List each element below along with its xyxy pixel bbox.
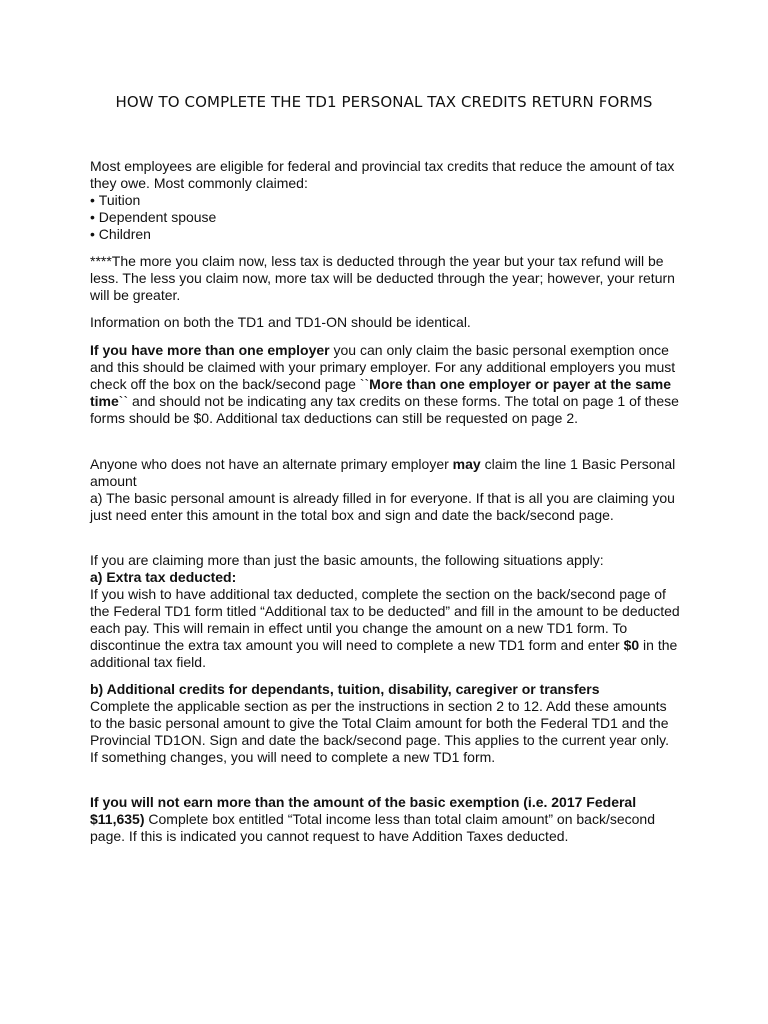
identical-paragraph: Information on both the TD1 and TD1-ON should be identical. [90,314,471,330]
note-paragraph: ****The more you claim now, less tax is deducted through the year but your tax refund will be less. The less you claim now, more tax will be deducted through the year; however, your return will be greater. [90,253,675,303]
basic-amount-paragraph: a) The basic personal amount is already filled in for everyone. If that is all you are claiming you just need enter this amount in the total box and sign and date the back/second page. [90,490,675,523]
basic-exemption-lead: If you will not earn more than the amount of the basic exemption (i.e. 2017 Federal $11,635) [90,794,637,827]
extra-tax-text-2: in the additional tax field. [90,637,678,670]
document-title: HOW TO COMPLETE THE TD1 PERSONAL TAX CREDITS RETURN FORMS [115,93,653,111]
extra-tax-heading [90,569,680,586]
multi-employer-text-1: you can only claim the basic personal exemption once and this should be claimed with your primary employer. For any additional employers you must check off the box on the back/second page `` [90,342,676,392]
basic-exemption-paragraph [90,794,680,845]
intro-paragraph: Most employees are eligible for federal and provincial tax credits that reduce the amount of tax they owe. Most commonly claimed: [90,158,675,191]
list-item: • Children [90,226,680,243]
multi-employer-paragraph [90,342,680,427]
alternate-text-1: Anyone who does not have an alternate primary employer [90,456,453,472]
extra-tax-text-1: If you wish to have additional tax deducted, complete the section on the back/second page of the Federal TD1 form titled “Additional tax to be deducted” and fill in the amount to be deducted each pay. This will remain in effect until you change the amount on a new TD1 form. To discontinue the extra tax amount you will need to complete a new TD1 form and enter [90,586,680,653]
claimed-list [90,192,680,243]
alternate-may: may [452,456,481,472]
additional-credits-paragraph: Complete the applicable section as per the instructions in section 2 to 12. Add these amounts to the basic personal amount to give the Total Claim amount for both the Federal TD1 and the Provincial TD1ON. Sign and date the back/second page. This applies to the current year only. If something changes, you will need to complete a new TD1 form. [90,698,669,765]
extra-tax-heading-text: a) Extra tax deducted: [90,569,237,585]
basic-exemption-text: Complete box entitled “Total income less than total claim amount” on back/second page. If this is indicated you cannot request to have Addition Taxes deducted. [90,811,655,844]
additional-credits-heading-text: b) Additional credits for dependants, tuition, disability, caregiver or transfers [90,681,600,697]
multi-employer-box-label: More than one employer or payer at the same time [90,376,672,409]
multi-employer-lead: If you have more than one employer [90,342,330,358]
extra-tax-paragraph [90,586,680,671]
situations-intro: If you are claiming more than just the basic amounts, the following situations apply: [90,552,604,568]
additional-credits-heading [90,681,680,698]
list-item: • Dependent spouse [90,209,680,226]
extra-tax-zero: $0 [623,637,640,653]
alternate-text-2: claim the line 1 Basic Personal amount [90,456,676,489]
list-item: • Tuition [90,192,680,209]
multi-employer-text-2: `` and should not be indicating any tax credits on these forms. The total on page 1 of these forms should be $0. Additional tax deductions can still be requested on page 2. [90,393,679,426]
document-body [90,158,680,845]
alternate-employer-paragraph [90,456,680,490]
